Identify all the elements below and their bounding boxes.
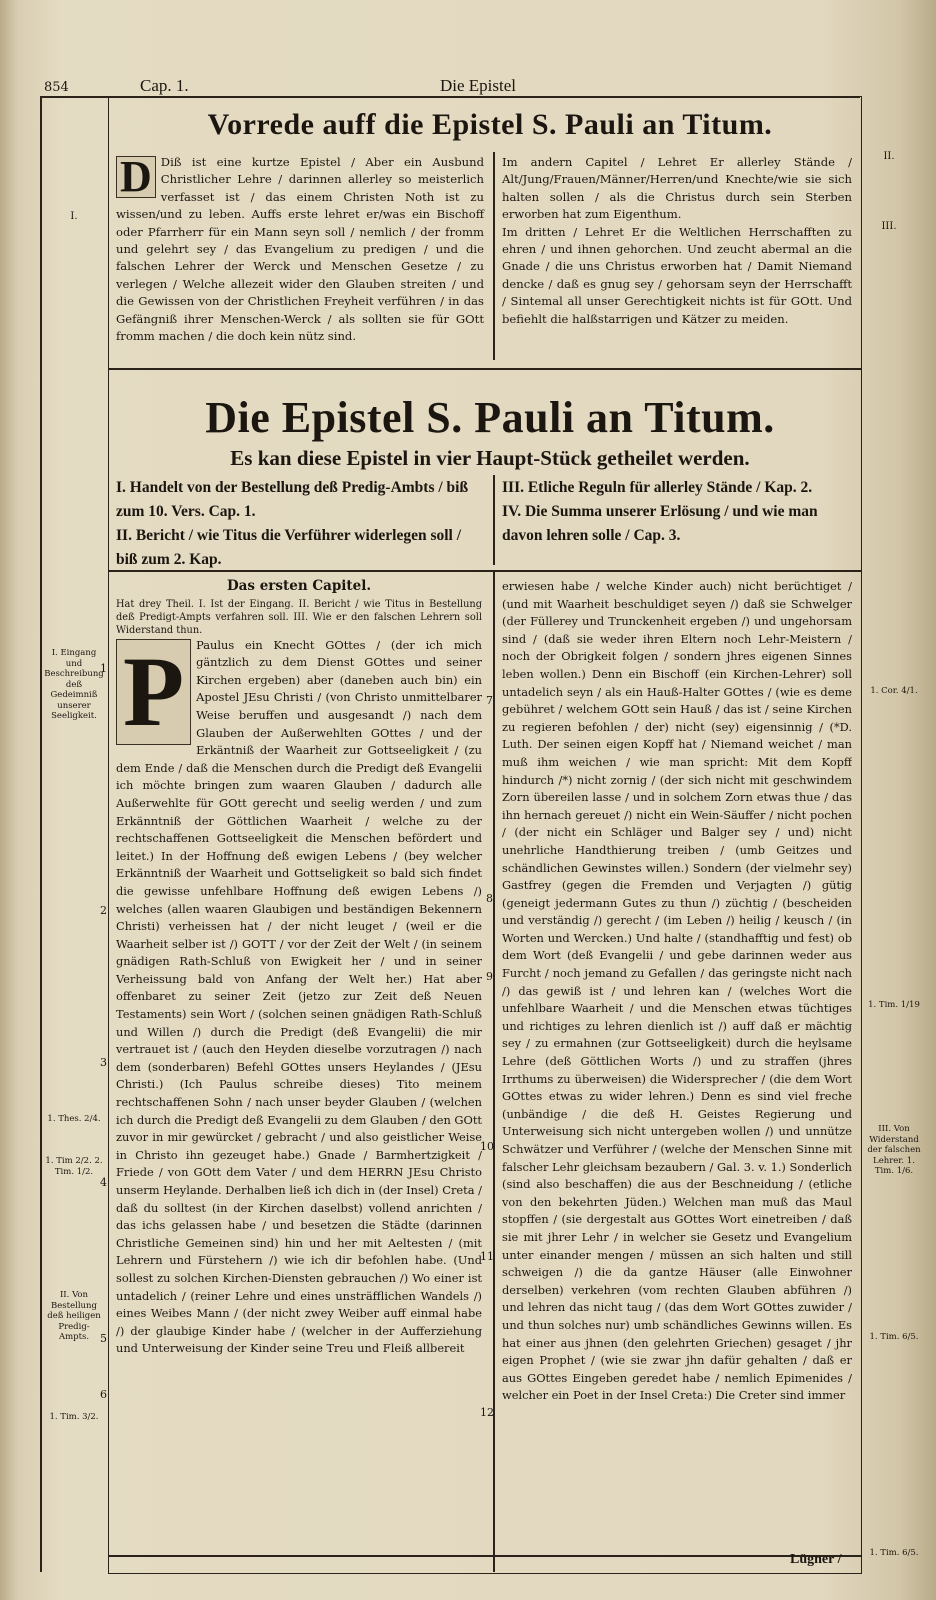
margin-note-right-II: II. — [883, 151, 895, 162]
preface-left-text: Diß ist eine kurtze Epistel / Aber ein Ausbund Christlicher Lehre / darinnen allerley so meisterlich verfasset ist / das einem Christen Noth ist zu wissen/und zu leben. Auffs erste lehret er/was ein Bischoff oder Pfarrherr für ein Mann seyn soll / nemlich / der fromm und gelehrt sey / das Evangelium zu predigen / und die falschen Lehrer der Werck und Menschen Gesetze / zu verlegen / Welche allezeit wider den Glauben streiten / und die Gewissen von der Christlichen Freyheit verführen / in das Gefängniß ihrer Menschen-Werck / als sollten sie für GOtt fromm machen / die doch kein nütz sind. — [116, 155, 484, 344]
left-margin-rule — [40, 96, 42, 1572]
verse-number-3: 3 — [100, 1056, 107, 1069]
margin-note-left-eingang: I. Eingang und Beschreibung deß Gedeimniß unserer Seeligkeit. — [44, 648, 104, 721]
verse-number-8: 8 — [486, 892, 493, 905]
preface-title: Vorrede auff die Epistel S. Pauli an Titum. — [207, 108, 773, 141]
margin-note-left-tim: 1. Tim 2/2. 2. Tim. 1/2. — [45, 1156, 103, 1177]
margin-note-left-thess: 1. Thes. 2/4. — [47, 1114, 101, 1124]
preface-bottom-rule — [108, 368, 862, 370]
margin-note-left-I: I. — [70, 211, 78, 222]
margin-note-right-cor: 1. Cor. 4/1. — [870, 686, 918, 696]
margin-note-left-tim3: 1. Tim. 3/2. — [49, 1412, 99, 1422]
division-column-divider — [493, 475, 495, 565]
epistle-subtitle: Es kan diese Epistel in vier Haupt-Stück getheilet werden. — [230, 446, 750, 470]
running-chapter: Cap. 1. — [140, 76, 189, 95]
division-right — [502, 476, 852, 548]
drop-cap-D: D — [116, 156, 156, 198]
verse-number-2: 2 — [100, 904, 107, 917]
drop-cap-P: P — [116, 639, 191, 745]
chapter-column-divider — [493, 570, 495, 1572]
division-left — [116, 476, 484, 572]
verse-number-12: 12 — [480, 1406, 494, 1419]
preface-left-column — [116, 154, 484, 345]
chapter-summary: Hat drey Theil. I. Ist der Eingang. II. Bericht / wie Titus in Bestellung deß Predigt-Ampts verfahren soll. III. Wie er den falschen Lehrern soll Widerstand thun. — [116, 598, 482, 636]
division-item-4: IV. Die Summa unserer Erlösung / und wie man davon lehren solle / Cap. 3. — [502, 503, 818, 544]
margin-note-right-tim-bottom: 1. Tim. 6/5. — [869, 1332, 919, 1342]
margin-note-left-II: II. Von Bestellung deß heiligen Predig-Ampts. — [47, 1290, 101, 1342]
verse-number-6: 6 — [100, 1388, 107, 1401]
chapter-heading: Das ersten Capitel. — [226, 578, 372, 594]
verse-number-7: 7 — [486, 694, 493, 707]
margin-note-right-tim1: 1. Tim. 1/19 — [868, 1000, 920, 1010]
margin-note-right-bottom: 1. Tim. 6/5. — [869, 1548, 919, 1558]
division-item-3: III. Etliche Reguln für allerley Stände / Kap. 2. — [502, 479, 813, 496]
chapter-bottom-rule — [108, 1555, 862, 1557]
catchword: Lügner / — [790, 1552, 842, 1567]
division-item-1: I. Handelt von der Bestellung deß Predig-Ambts / biß zum 10. Vers. Cap. 1. — [116, 479, 469, 520]
chapter-right-text: erwiesen habe / welche Kinder auch) nicht berüchtiget / (und mit Waarheit beschuldiget seyen /) daß sie Schwelger (der Füllerey und Trunckenheit ergeben /) und ungehorsam sind / (daß sie weder ihren Eltern noch Lehr-Meistern / noch der Obrigkeit folgen / sondern jhres eigenen Sinnes leben wollen.) Denn ein Bischoff (ein Kirchen-Lehrer) soll untadelich seyn / als ein Hauß-Halter GOttes / (wie es deme gebühret / welchem GOtt sein Hauß / das ist / seine Kirchen zu regieren befohlen / der) nicht (sey) eigensinnig / (*D. Luth. Der seinen eigen Kopff hat / Niemand weichet / man muß ihm weichen / wie man spricht: Mit dem Kopff hindurch /*) nicht zornig / (der sich nicht mit geschwindem Zorn übereilen lasse / und in solchem Zorn etwas thue / das ihn hernach gereuet /) nicht ein Wein-Säuffer / nicht pochen / (der nicht ein Schläger und Balger sey / und) nicht unehrliche Handthierung treiben / (umb Geitzes und schändlichen Gewinstes willen.) Sondern (der vielmehr sey) Gastfrey (gegen die Fremden und Verjagten /) gütig (geneigt jedermann Gutes zu thun /) züchtig / (bescheiden und verständig /) gerecht / (im Leben /) heilig / keusch / (in Worten und Wercken.) Und halte / (standhafftig und fest) ob dem Wort (deß Evangelii / und gebe darinnen weder aus Furcht / noch jemand zu Gefallen / das geringste nicht nach /) das gewiß ist / und lehren kan / (welches Wort die unfehlbare Waarheit / und die Menschen etwas tüchtiges und richtiges zu lehren dienlich ist /) auff daß er mächtig sey / zu ermahnen (zur Gottseeligkeit) durch die heylsame Lehre (deß Göttlichen Worts /) und zu straffen (jhres Irrthums zu überweisen) die Widersprecher / (die dem Wort GOttes etwas zu wider lehren.) Denn es sind viel freche (unbändige / die deß H. Geistes Regierung und Unterweisung sich nicht untergeben wollen /) und unnütze Schwätzer und Verführer / (welche der Menschen Sinne mit falscher Lehr gleichsam bezaubern / Gal. 3. v. 1.) Sonderlich (sind also beschaffen) die aus der Beschneidung / (etliche von den bekehrten Jüden.) Welchen man muß das Maul stopffen / (sie dergestalt aus GOttes Wort einetreiben / daß sie mit jhrer Lehr / in welcher sie Gesetz und Evangelium unter einander mengen / müssen an sich halten und still schweigen /) die da gantze Häuser (alle Einwohner derselben) verkehren (vom rechten Glauben abführen /) und lehren das nicht taug / (das dem Wort GOttes zuwider / und thun solches nur) umb schändliches Gewinns willen. Es hat einer aus jhnen (den gelehrten Griechen) gesaget / jhr eigen Prophet / (wie sie zwar jhn dafür gehalten / daß er aus GOttes Eingeben geredet habe / nemlich Epimenides / welcher ein Poet in der Insel Creta:) Die Creter sind immer — [502, 579, 852, 1403]
preface-right-column — [502, 154, 852, 328]
verse-number-11: 11 — [480, 1250, 494, 1263]
verse-number-5: 5 — [100, 1332, 107, 1345]
epistle-title: Die Epistel S. Pauli an Titum. — [205, 393, 775, 442]
chapter-left-column — [116, 578, 482, 1528]
page-number: 854 — [44, 80, 69, 95]
margin-note-right-III: III. — [881, 221, 897, 232]
verse-number-10: 10 — [480, 1140, 494, 1153]
running-title: Die Epistel — [440, 76, 517, 95]
preface-column-divider — [493, 152, 495, 360]
preface-right-text-2: Im dritten / Lehret Er die Weltlichen Herrschafften zu ehren / und ihnen gehorchen. Und zeucht abermal an die Gnade / die uns Christus erworben hat / Damit Niemand dencke / daß es gnug sey / gehorsam seyn der Herrschafft / Sintemal all unser Gerechtigkeit nichts ist für GOtt. Und befiehlt die halßstarrigen und Kätzer zu meiden. — [502, 224, 852, 326]
preface-right-text-1: Im andern Capitel / Lehret Er allerley Stände / Alt/Jung/Frauen/Männer/Herren/und Knechte/wie sie sich halten sollen / als die Christus durch sein Sterben erworben hat zum Eigenthum. — [502, 155, 852, 222]
verse-number-9: 9 — [486, 970, 493, 983]
division-bottom-rule — [108, 570, 862, 572]
verse-number-1: 1 — [100, 662, 107, 675]
division-item-2: II. Bericht / wie Titus die Verführer widerlegen soll / biß zum 2. Kap. — [116, 527, 462, 568]
chapter-right-column — [502, 578, 852, 1550]
chapter-left-text: Paulus ein Knecht GOttes / (der ich mich gäntzlich zu dem Dienst GOttes und seiner Kirchen ergeben) aber (daneben auch bin) ein Apostel JEsu Christi / (von Christo unmittelbarer Weise beruffen und ausgesandt /) nach dem Glauben der Außerwehlten GOttes / und der Erkäntniß der Waarheit zur Gottseeligkeit / (zu dem Ende / daß die Menschen durch die Predigt deß Evangelii ich möchte bringen zum waaren Glauben / dadurch alle Außerwehlte für GOtt gerecht und seelig werden / und zum Erkänntniß der Göttlichen Waarheit / welche zu der rechtschaffenen Gottseeligkeit die Menschen befördert und leitet.) In der Hoffnung deß ewigen Lebens / (bey welcher Erkänntniß der Waarheit und Gottseligkeit so bald sich findet die gewisse unfehlbare Hoffnung deß ewigen Lebens /) welches (allen waaren Glaubigen und beständigen Bekennern Christi) verheissen hat / der nicht leuget / (weil er die Waarheit selber ist /) GOTT / vor der Zeit der Welt / (in seinem gnädigen Rath-Schluß von Ewigkeit her / und in seiner Verheissung bald von Anfang der Welt her.) Hat aber offenbaret zu seiner Zeit (jetzo zur Zeit deß Neuen Testaments) sein Wort / (solchen seinen gnädigen Rath-Schluß und Willen /) durch die Predigt (deß Evangelii) die mir vertrauet ist / (auch den Heyden dieselbe vorzutragen /) nach dem (sonderbaren) Befehl GOttes unsers Heylandes / (JEsu Christi.) (Ich Paulus schreibe dieses) Tito meinem rechtschaffenen Sohn / nach unser beyder Glauben / (welchen ich durch die Predigt deß Evangelii zu dem Glauben / den GOtt zuvor in mir gewürcket / gebracht / und also geistlicher Weise in Christo ihn gezeuget habe.) Gnade / Barmhertzigkeit / Friede / von GOtt dem Vater / und dem HERRN JEsu Christo unserm Heylande. Derhalben ließ ich dich in (der Insel) Creta / daß du solltest (in der Kirchen daselbst) vollend anrichten / das ichs gelassen habe / und besetzen die Städte (darinnen Christliche Gemeinen sind) hin und her mit Aeltesten / (mit Lehrern und Fürstehern /) wie ich dir befohlen habe. (Und sollest zu solchen Kirchen-Diensten gebrauchen /) Wo einer ist untadelich / (reiner Lehre und eines unsträfflichen Wandels /) eines Weibes Mann / (der nicht zwey Weiber auff einmal habe /) der glaubige Kinder habe / (welcher in der Aufferziehung und Unterweisung der Kinder seine Treu und Fleiß allbereit — [116, 637, 482, 1356]
margin-note-right-III-note: III. Von Widerstand der falschen Lehrer. 1. Tim. 1/6. — [867, 1124, 921, 1176]
verse-number-4: 4 — [100, 1176, 107, 1189]
